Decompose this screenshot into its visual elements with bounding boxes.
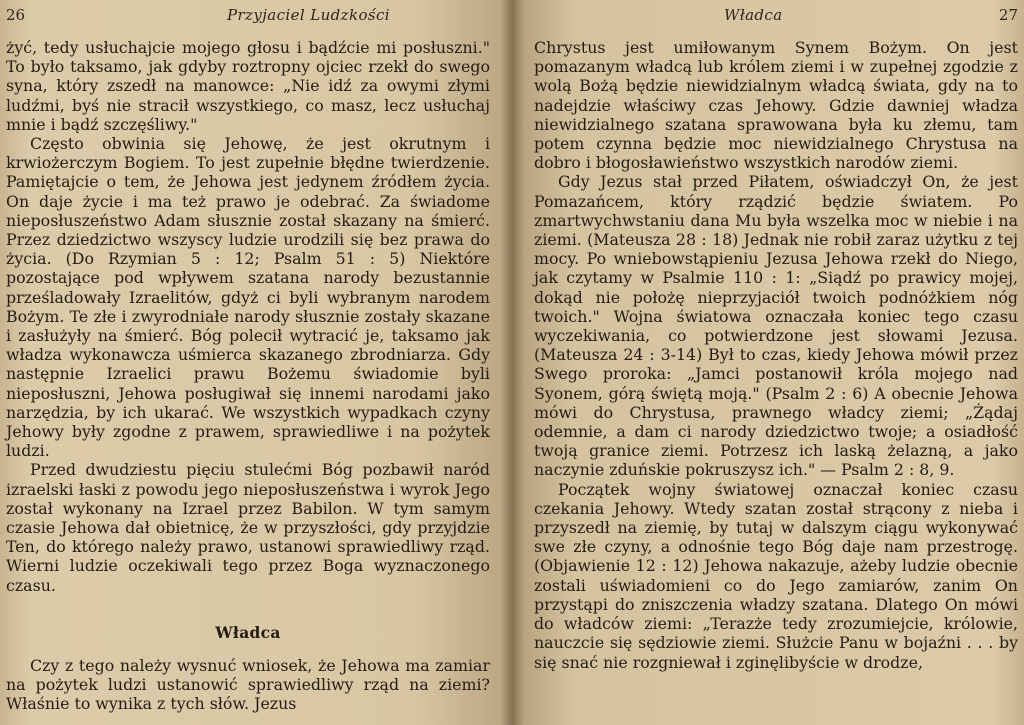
right-page-body: [534, 38, 1018, 672]
paragraph: żyć, tedy usłuchajcie mojego głosu i bądźcie mi posłuszni." To było taksamo, jak gdyby roztropny ojciec rzekł do swego syna, który zszedł na manowce: „Nie idź za owymi złymi ludźmi, byś nie stracił wszystkiego, co masz, lecz usłuchaj mnie i bądź szczęśliwy.": [6, 38, 490, 134]
right-running-title: Władca: [724, 6, 783, 24]
paragraph: Często obwinia się Jehowę, że jest okrutnym i krwiożerczym Bogiem. To jest zupełnie błędne twierdzenie. Pamiętajcie o tem, że Jehowa jest jedynem źródłem życia. On daje życie i ma też prawo je odebrać. Za świadome nieposłuszeństwo Adam słusznie został skazany na śmierć. Przez dziedzictwo wszyscy ludzie urodzili się bez prawa do życia. (Do Rzymian 5 : 12; Psalm 51 : 5) Niektóre pozostające pod wpływem szatana narody bezustannie prześladowały Izraelitów, gdyż ci byli wybranym narodem Bożym. Te złe i zwyrodniałe narody słusznie zostały skazane i zasłużyły na śmierć. Bóg polecił wytracić je, taksamo jak władza wykonawcza uśmierca skazanego zbrodniarza. Gdy następnie Izraelici prawu Bożemu świadomie byli nieposłuszni, Jehowa posługiwał się innemi narodami jako narzędzia, by ich ukarać. We wszystkich wypadkach czyny Jehowy były zgodne z prawem, sprawiedliwe i na pożytek ludzi.: [6, 134, 490, 461]
left-page-number: 26: [6, 6, 26, 24]
section-heading: Władca: [215, 622, 281, 642]
right-running-head: [534, 6, 1018, 28]
right-page: [512, 0, 1024, 725]
paragraph: Przed dwudziestu pięciu stulećmi Bóg pozbawił naród izraelski łaski z powodu jego nieposłuszeństwa i wyrok Jego został wykonany na Izrael przez Babilon. W tym samym czasie Jehowa dał obietnicę, że w przyszłości, gdy przyjdzie Ten, do którego należy prawo, ustanowi sprawiedliwy rząd. Wierni ludzie oczekiwali tego przez Boga wyznaczonego czasu.: [6, 460, 490, 595]
paragraph: Początek wojny światowej oznaczał koniec czasu czekania Jehowy. Wtedy szatan został strącony z nieba i przyszedł na ziemię, by tutaj w dalszym ciągu wykonywać swe złe czyny, a odnośnie tego Bóg daje nam przestrogę. (Objawienie 12 : 12) Jehowa nakazuje, ażeby ludzie obecnie zostali uświadomieni co do Jego zamiarów, zanim On przystąpi do zniszczenia władzy szatana. Dlatego On mówi do władców ziemi: „Terazże tedy zrozumiejcie, królowie, nauczcie się sędziowie ziemi. Służcie Panu w bojaźni . . . by się snać nie rozgniewał i zginęlibyście w drodze,: [534, 479, 1018, 672]
left-page-body: [6, 38, 490, 714]
left-running-head: [6, 6, 490, 28]
right-page-number: 27: [998, 6, 1018, 24]
paragraph: Czy z tego należy wysnuć wniosek, że Jehowa ma zamiar na pożytek ludzi ustanowić sprawiedliwy rząd na ziemi? Właśnie to wynika z tych słów. Jezus: [6, 655, 490, 714]
paragraph: Gdy Jezus stał przed Piłatem, oświadczył On, że jest Pomazańcem, który rządzić będzie światem. Po zmartwychwstaniu dana Mu była wszelka moc w niebie i na ziemi. (Mateusza 28 : 18) Jednak nie robił zaraz użytku z tej mocy. Po wniebowstąpieniu Jezusa Jehowa rzekł do Niego, jak czytamy w Psalmie 110 : 1: „Siądź po prawicy mojej, dokąd nie położę nieprzyjaciół twoich podnóżkiem nóg twoich." Wojna światowa oznaczała koniec tego czasu wyczekiwania, co potwierdzone jest słowami Jezusa. (Mateusza 24 : 3-14) Był to czas, kiedy Jehowa mówił przez Swego proroka: „Jamci postanowił króla mojego nad Syonem, górą świętą moją." (Psalm 2 : 6) A obecnie Jehowa mówi do Chrystusa, prawnego władcy ziemi; „Żądaj odemnie, a dam ci narody dziedzictwo twoje; a osiadłość twoją granice ziemi. Potrzesz ich laską żelazną, a jako naczynie zduńskie pokruszysz ich." — Psalm 2 : 8, 9.: [534, 172, 1018, 480]
paragraph: Chrystus jest umiłowanym Synem Bożym. On jest pomazanym władcą lub królem ziemi i w zupełnej zgodzie z wolą Bożą będzie niewidzialnym władcą świata, gdy na to nadejdzie właściwy czas Jehowy. Gdzie dawniej władza niewidzialnego szatana sprawowana była ku złemu, tam potem czynna będzie moc niewidzialnego Chrystusa na dobro i błogosławieństwo wszystkich narodów ziemi.: [534, 38, 1018, 173]
left-running-title: Przyjaciel Ludzkości: [226, 6, 390, 24]
